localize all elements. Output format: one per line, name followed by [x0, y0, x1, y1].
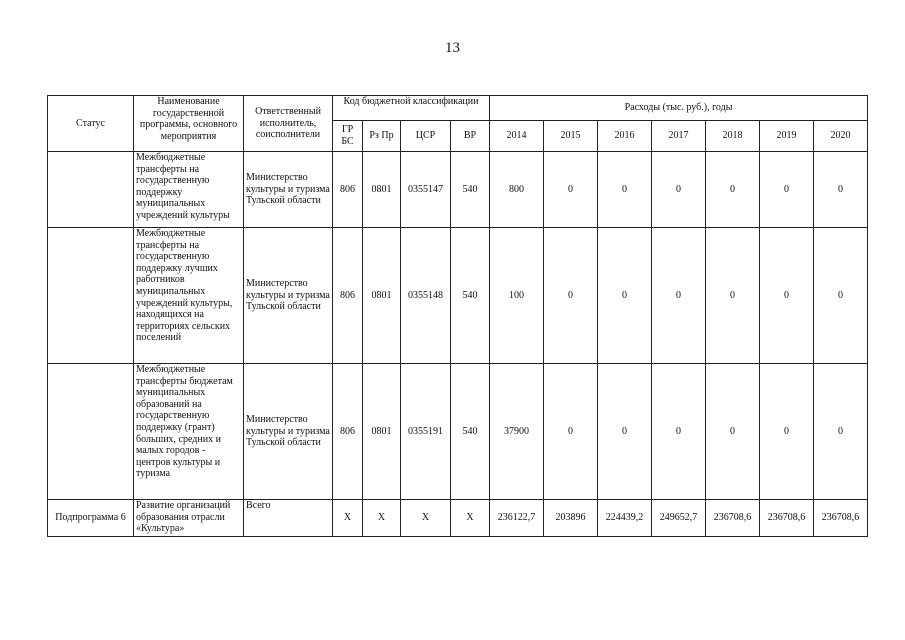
cell-year-value: 0: [652, 228, 706, 364]
cell-year-value: 236708,6: [760, 500, 814, 537]
header-budget-code: Код бюджетной классификации: [333, 96, 490, 121]
header-year: 2020: [814, 121, 868, 152]
cell-year-value: 203896: [544, 500, 598, 537]
cell-vr: 540: [451, 228, 490, 364]
cell-vr: Х: [451, 500, 490, 537]
header-year: 2015: [544, 121, 598, 152]
cell-year-value: 0: [814, 228, 868, 364]
cell-grbs: 806: [333, 228, 363, 364]
budget-table: [47, 95, 868, 537]
header-row-top: [48, 96, 868, 121]
cell-rzpr: 0801: [363, 152, 401, 228]
cell-year-value: 236708,6: [706, 500, 760, 537]
cell-year-value: 0: [598, 364, 652, 500]
cell-rzpr: 0801: [363, 228, 401, 364]
header-year: 2014: [490, 121, 544, 152]
cell-year-value: 0: [814, 364, 868, 500]
cell-status: [48, 152, 134, 228]
cell-year-value: 100: [490, 228, 544, 364]
cell-rzpr: 0801: [363, 364, 401, 500]
cell-csr: 0355147: [401, 152, 451, 228]
header-vr: ВР: [451, 121, 490, 152]
cell-year-value: 0: [814, 152, 868, 228]
cell-responsible: Министерство культуры и туризма Тульской области: [244, 152, 333, 228]
cell-program-name: Межбюджетные трансферты на государственную поддержку лучших работников муниципальных учреждений культуры, находящихся на территориях сельских поселений: [134, 228, 244, 364]
cell-responsible: Министерство культуры и туризма Тульской области: [244, 228, 333, 364]
cell-status: [48, 228, 134, 364]
cell-year-value: 0: [598, 152, 652, 228]
header-year: 2018: [706, 121, 760, 152]
cell-year-value: 0: [598, 228, 652, 364]
cell-grbs: Х: [333, 500, 363, 537]
cell-year-value: 0: [760, 152, 814, 228]
header-program-name: Наименование государственной программы, основного мероприятия: [134, 96, 244, 152]
cell-year-value: 0: [544, 152, 598, 228]
table-row: [48, 500, 868, 537]
cell-vr: 540: [451, 152, 490, 228]
header-expenses: Расходы (тыс. руб.), годы: [490, 96, 868, 121]
cell-year-value: 224439,2: [598, 500, 652, 537]
table-row: [48, 364, 868, 500]
header-csr: ЦСР: [401, 121, 451, 152]
cell-year-value: 0: [706, 364, 760, 500]
cell-year-value: 0: [706, 228, 760, 364]
cell-year-value: 0: [652, 364, 706, 500]
cell-year-value: 0: [652, 152, 706, 228]
cell-year-value: 0: [544, 228, 598, 364]
cell-rzpr: Х: [363, 500, 401, 537]
header-year: 2019: [760, 121, 814, 152]
cell-grbs: 806: [333, 364, 363, 500]
cell-csr: Х: [401, 500, 451, 537]
header-responsible: Ответственный исполнитель, соисполнители: [244, 96, 333, 152]
cell-responsible: Министерство культуры и туризма Тульской области: [244, 364, 333, 500]
table-row: [48, 228, 868, 364]
cell-year-value: 0: [760, 364, 814, 500]
cell-year-value: 0: [760, 228, 814, 364]
cell-year-value: 236122,7: [490, 500, 544, 537]
header-rzpr: Рз Пр: [363, 121, 401, 152]
header-grbs: ГР БС: [333, 121, 363, 152]
cell-year-value: 0: [544, 364, 598, 500]
table-row: [48, 152, 868, 228]
cell-year-value: 800: [490, 152, 544, 228]
cell-program-name: Развитие организаций образования отрасли «Культура»: [134, 500, 244, 537]
cell-year-value: 249652,7: [652, 500, 706, 537]
cell-grbs: 806: [333, 152, 363, 228]
header-year: 2017: [652, 121, 706, 152]
cell-year-value: 236708,6: [814, 500, 868, 537]
page-number: 13: [445, 40, 460, 56]
cell-year-value: 0: [706, 152, 760, 228]
cell-csr: 0355191: [401, 364, 451, 500]
header-year: 2016: [598, 121, 652, 152]
cell-csr: 0355148: [401, 228, 451, 364]
cell-vr: 540: [451, 364, 490, 500]
cell-responsible: Всего: [244, 500, 333, 537]
cell-program-name: Межбюджетные трансферты бюджетам муниципальных образований на государственную поддержку (грант) больших, средних и малых городов - центров культуры и туризма: [134, 364, 244, 500]
header-status: Статус: [48, 96, 134, 152]
cell-status: [48, 364, 134, 500]
cell-program-name: Межбюджетные трансферты на государственную поддержку муниципальных учреждений культуры: [134, 152, 244, 228]
cell-status: Подпрограмма 6: [48, 500, 134, 537]
cell-year-value: 37900: [490, 364, 544, 500]
